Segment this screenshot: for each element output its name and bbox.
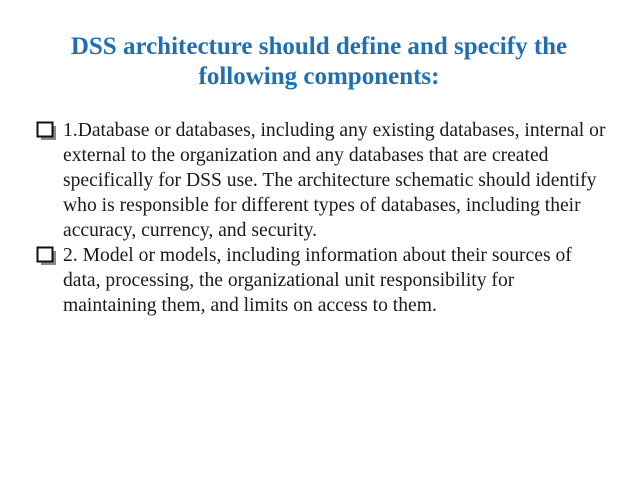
bullet-list (36, 118, 611, 318)
bullet-text-models: 2. Model or models, including information about their sources of data, processing, the organizational unit responsibility for maintaining them, and limits on access to them. (63, 245, 572, 316)
bullet-text-database: 1.Database or databases, including any existing databases, internal or external to the organization and any databases that are created specifically for DSS use. The architecture schematic should identify who is responsible for different types of databases, including their accuracy, currency, and security. (63, 120, 606, 241)
checkbox-square-icon (36, 246, 58, 266)
bullet-item-models (36, 243, 611, 318)
checkbox-square-icon (36, 121, 58, 141)
bullet-item-database (36, 118, 611, 243)
slide-title: DSS architecture should define and specify the following components: (70, 33, 568, 90)
